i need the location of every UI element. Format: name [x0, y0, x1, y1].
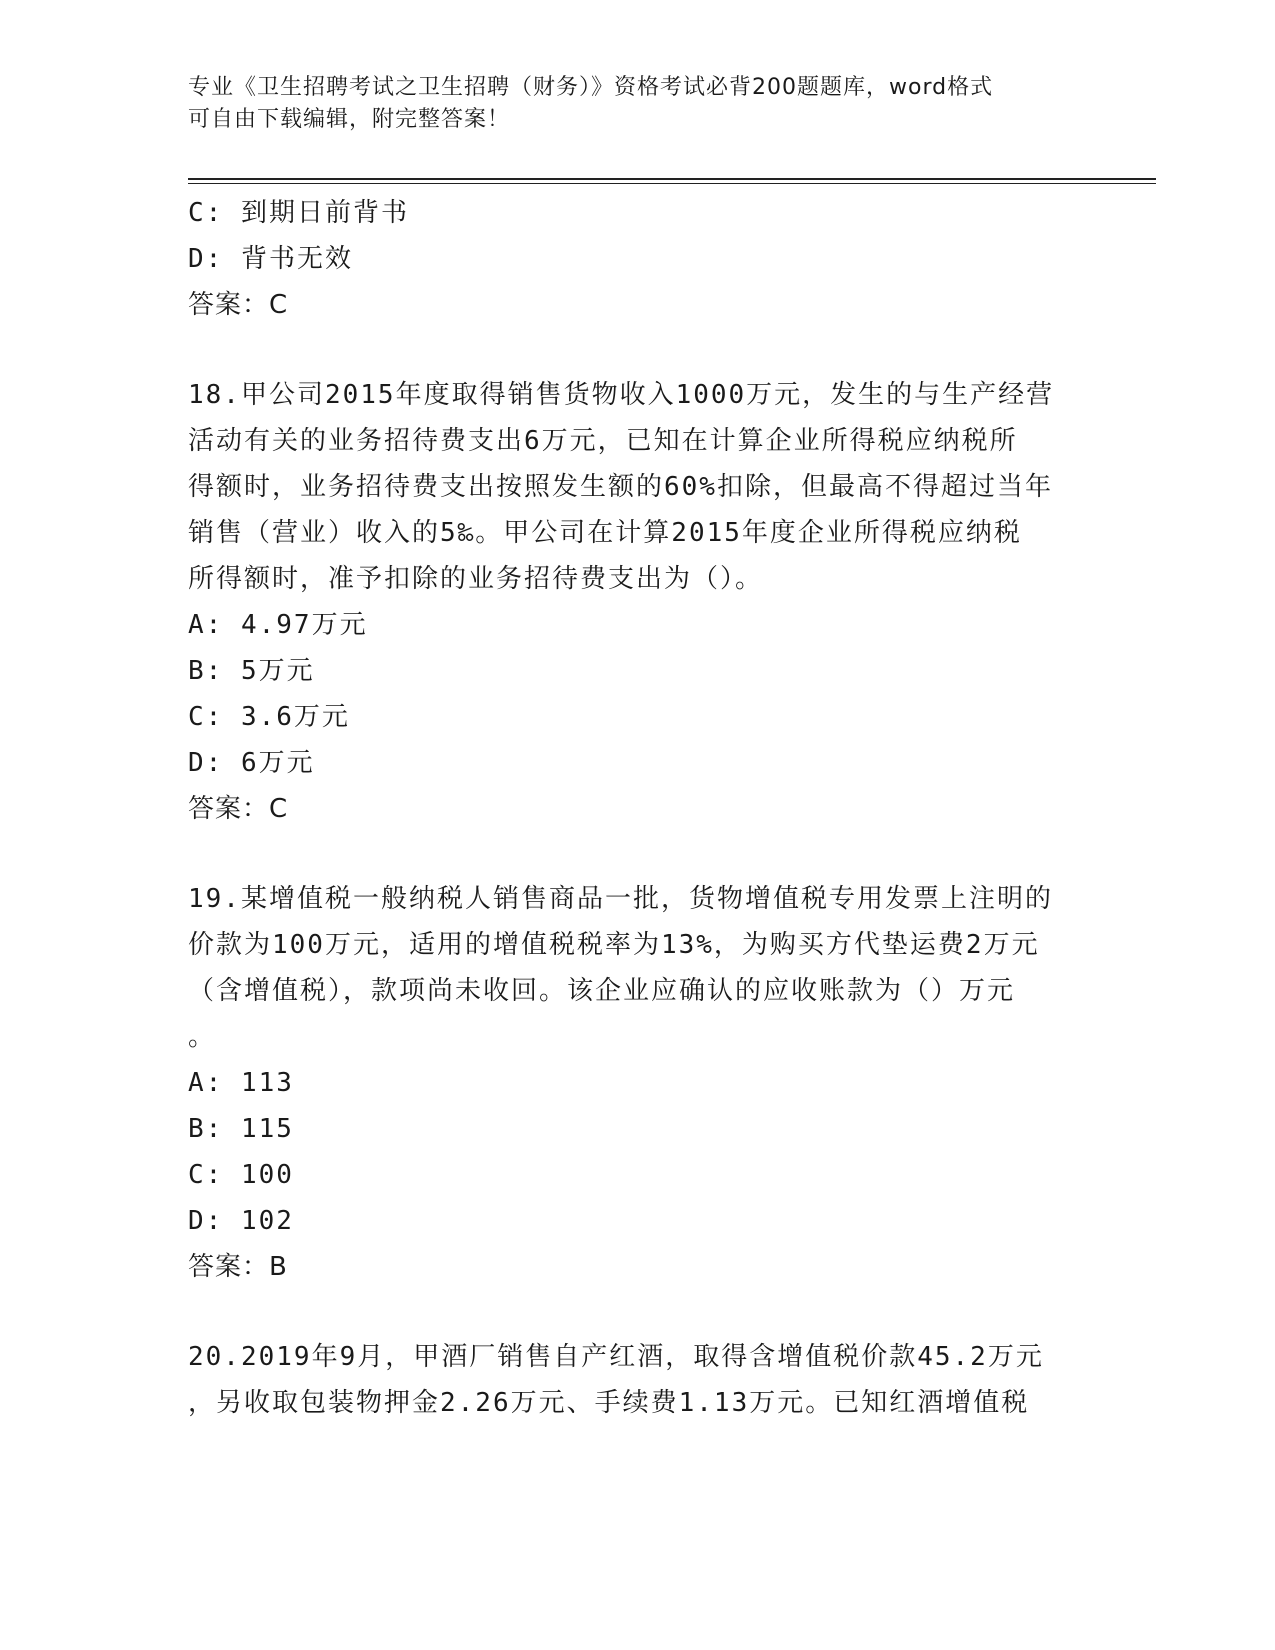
option-a: A: 113: [188, 1068, 294, 1098]
answer-line: 答案：C: [188, 794, 289, 824]
question-text-line: 。: [188, 1022, 217, 1052]
question-text-line: 价款为100万元，适用的增值税税率为13%，为购买方代垫运费2万元: [188, 930, 1040, 960]
document-body: [188, 190, 1088, 1426]
option-d: D: 102: [188, 1206, 294, 1236]
header-line-1: 专业《卫生招聘考试之卫生招聘（财务）》资格考试必背200题题库，word格式: [188, 75, 994, 100]
header-divider-thin: [188, 183, 1156, 184]
question-17-tail: [188, 190, 1088, 328]
question-19: [188, 876, 1088, 1290]
spacer: [188, 832, 1088, 876]
question-text-line: 销售（营业）收入的5‰。甲公司在计算2015年度企业所得税应纳税: [188, 518, 1022, 548]
option-c: C: 到期日前背书: [188, 198, 409, 228]
header-divider-thick: [188, 178, 1156, 180]
page-header: [188, 72, 1068, 136]
question-18: [188, 372, 1088, 832]
option-c: C: 3.6万元: [188, 702, 350, 732]
option-c: C: 100: [188, 1160, 294, 1190]
option-b: B: 115: [188, 1114, 294, 1144]
question-text-line: 18.甲公司2015年度取得销售货物收入1000万元，发生的与生产经营: [188, 380, 1055, 410]
option-d: D: 背书无效: [188, 244, 353, 274]
question-text-line: 20.2019年9月，甲酒厂销售自产红酒，取得含增值税价款45.2万元: [188, 1342, 1044, 1372]
question-text-line: 得额时，业务招待费支出按照发生额的60%扣除，但最高不得超过当年: [188, 472, 1053, 502]
option-d: D: 6万元: [188, 748, 315, 778]
question-text-line: 所得额时，准予扣除的业务招待费支出为（）。: [188, 564, 764, 594]
question-20: [188, 1334, 1088, 1426]
answer-line: 答案：B: [188, 1252, 288, 1282]
option-b: B: 5万元: [188, 656, 315, 686]
option-a: A: 4.97万元: [188, 610, 368, 640]
question-text-line: 活动有关的业务招待费支出6万元，已知在计算企业所得税应纳税所: [188, 426, 1018, 456]
question-text-line: ，另收取包装物押金2.26万元、手续费1.13万元。已知红酒增值税: [188, 1388, 1030, 1418]
spacer: [188, 328, 1088, 372]
question-text-line: （含增值税），款项尚未收回。该企业应确认的应收账款为（）万元: [188, 976, 1016, 1006]
answer-line: 答案：C: [188, 290, 289, 320]
header-line-2: 可自由下载编辑，附完整答案！: [188, 107, 511, 132]
spacer: [188, 1290, 1088, 1334]
question-text-line: 19.某增值税一般纳税人销售商品一批，货物增值税专用发票上注明的: [188, 884, 1053, 914]
